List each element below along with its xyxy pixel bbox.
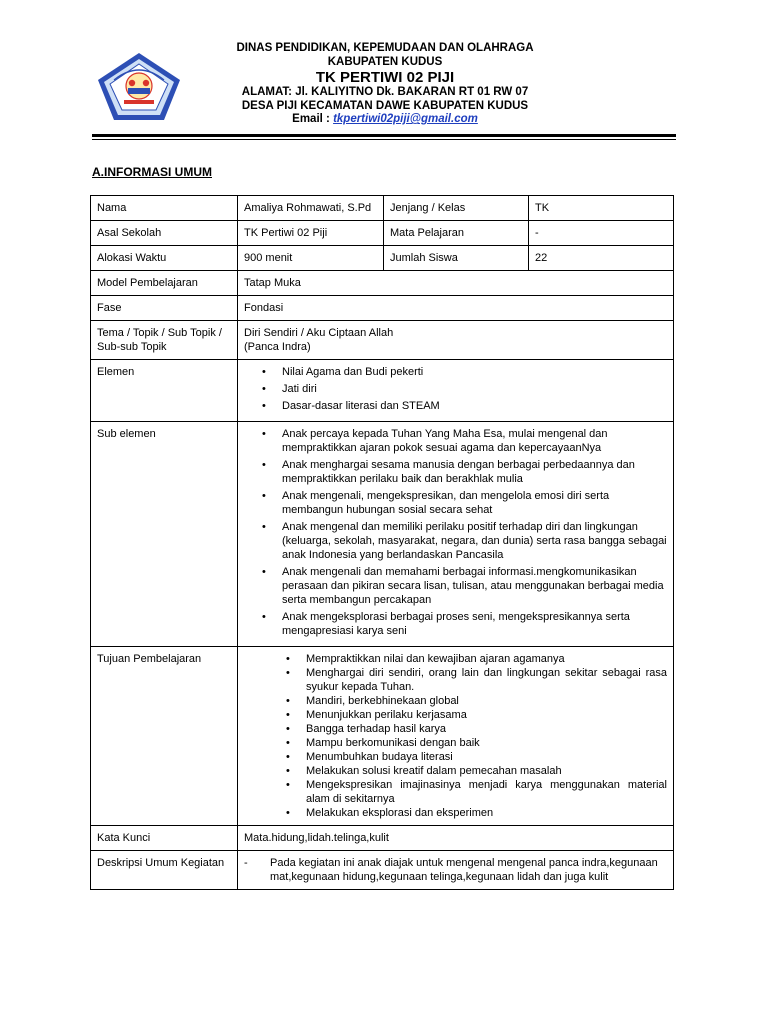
agency-name: DINAS PENDIDIKAN, KEPEMUDAAN DAN OLAHRAGA	[236, 42, 534, 54]
list-item: • Dasar-dasar literasi dan STEAM	[282, 399, 667, 413]
mapel-value: -	[529, 221, 674, 246]
section-title: A.INFORMASI UMUM	[92, 165, 212, 179]
list-item: • Melakukan solusi kreatif dalam pemecahan masalah	[306, 764, 667, 778]
list-item: • Mandiri, berkebhinekaan global	[306, 694, 667, 708]
model-value: Tatap Muka	[238, 271, 674, 296]
list-item: • Anak mengenali, mengekspresikan, dan mengelola emosi diri serta membangun hubungan sosial secara sehat	[282, 489, 667, 517]
jenjang-value: TK	[529, 196, 674, 221]
table-row	[91, 321, 674, 360]
list-item: • Mampu berkomunikasi dengan baik	[306, 736, 667, 750]
table-row	[91, 221, 674, 246]
jumlah-value: 22	[529, 246, 674, 271]
table-row	[91, 296, 674, 321]
table-row	[91, 851, 674, 890]
header-divider-thick	[92, 134, 676, 137]
list-item: • Melakukan eksplorasi dan eksperimen	[306, 806, 667, 820]
table-row	[91, 826, 674, 851]
sub-elemen-list	[244, 427, 667, 638]
asal-value: TK Pertiwi 02 Piji	[238, 221, 384, 246]
school-address: ALAMAT: Jl. KALIYITNO Dk. BAKARAN RT 01 RW 07	[241, 86, 529, 98]
kata-kunci-value: Mata.hidung,lidah.telinga,kulit	[238, 826, 674, 851]
list-item: • Anak mengeksplorasi berbagai proses seni, mengekspresikannya serta mengapresiasi karya seni	[282, 610, 667, 638]
table-row	[91, 196, 674, 221]
tema-line: (Panca Indra)	[244, 341, 311, 353]
tujuan-list	[244, 652, 667, 820]
list-item: • Nilai Agama dan Budi pekerti	[282, 365, 667, 379]
table-row	[91, 271, 674, 296]
nama-label: Nama	[91, 196, 238, 221]
list-item: • Mempraktikkan nilai dan kewajiban ajaran agamanya	[306, 652, 667, 666]
list-item: • Anak mengenal dan memiliki perilaku positif terhadap diri dan lingkungan (keluarga, sekolah, masyarakat, negara, dan dunia) serta rasa bangga sebagai anak Indonesia yang berlandaskan Pancasila	[282, 520, 667, 562]
kata-kunci-label: Kata Kunci	[91, 826, 238, 851]
tema-line: Diri Sendiri / Aku Ciptaan Allah	[244, 327, 394, 339]
elemen-value	[238, 360, 674, 422]
model-label: Model Pembelajaran	[91, 271, 238, 296]
tema-label	[91, 321, 238, 360]
email-link[interactable]: tkpertiwi02piji@gmail.com	[333, 113, 478, 125]
deskripsi-value	[238, 851, 674, 890]
letterhead	[180, 42, 590, 127]
tujuan-label: Tujuan Pembelajaran	[91, 647, 238, 826]
alokasi-value: 900 menit	[238, 246, 384, 271]
list-item: • Bangga terhadap hasil karya	[306, 722, 667, 736]
tema-label-line: Sub-sub Topik	[97, 341, 167, 353]
regency-name: KABUPATEN KUDUS	[327, 55, 443, 68]
sub-elemen-value	[238, 422, 674, 647]
school-village: DESA PIJI KECAMATAN DAWE KABUPATEN KUDUS	[241, 99, 529, 112]
deskripsi-text: Pada kegiatan ini anak diajak untuk mengenal mengenal panca indra,kegunaan mat,kegunaan hidung,kegunaan telinga,kegunaan lidah dan juga kulit	[270, 857, 658, 883]
list-item: • Anak mengenali dan memahami berbagai informasi.mengkomunikasikan perasaan dan pikiran secara lisan, tulisan, atau menggunakan berbagai media serta membangun percakapan	[282, 565, 667, 607]
jenjang-label: Jenjang / Kelas	[384, 196, 529, 221]
fase-label: Fase	[91, 296, 238, 321]
tujuan-value	[238, 647, 674, 826]
school-name: TK PERTIWI 02 PIJI	[315, 69, 455, 86]
list-item: • Menghargai diri sendiri, orang lain dan lingkungan sekitar sebagai rasa syukur kepada Tuhan.	[306, 666, 667, 694]
table-row	[91, 246, 674, 271]
tema-value	[238, 321, 674, 360]
mapel-label: Mata Pelajaran	[384, 221, 529, 246]
sub-elemen-label: Sub elemen	[91, 422, 238, 647]
school-logo	[94, 50, 184, 124]
elemen-label: Elemen	[91, 360, 238, 422]
table-row	[91, 360, 674, 422]
header-divider-thin	[92, 139, 676, 140]
list-item: • Jati diri	[282, 382, 667, 396]
email-line	[180, 113, 590, 127]
list-item: • Anak percaya kepada Tuhan Yang Maha Esa, mulai mengenal dan mempraktikkan ajaran pokok sesuai agama dan kepercayaanNya	[282, 427, 667, 455]
nama-value: Amaliya Rohmawati, S.Pd	[238, 196, 384, 221]
list-item: • Anak menghargai sesama manusia dengan berbagai perbedaannya dan mempraktikkan perilaku baik dan berakhlak mulia	[282, 458, 667, 486]
asal-label: Asal Sekolah	[91, 221, 238, 246]
general-info-table	[90, 195, 674, 890]
fase-value: Fondasi	[238, 296, 674, 321]
table-row	[91, 647, 674, 826]
list-item: • Menumbuhkan budaya literasi	[306, 750, 667, 764]
tema-label-line: Tema / Topik / Sub Topik /	[97, 327, 222, 339]
alokasi-label: Alokasi Waktu	[91, 246, 238, 271]
email-label: Email :	[292, 113, 334, 125]
list-item: • Menunjukkan perilaku kerjasama	[306, 708, 667, 722]
jumlah-label: Jumlah Siswa	[384, 246, 529, 271]
list-item: • Mengekspresikan imajinasinya menjadi karya menggunakan material alam di sekitarnya	[306, 778, 667, 806]
elemen-list	[244, 365, 667, 413]
table-row	[91, 422, 674, 647]
deskripsi-label: Deskripsi Umum Kegiatan	[91, 851, 238, 890]
deskripsi-dash: -	[244, 857, 248, 869]
